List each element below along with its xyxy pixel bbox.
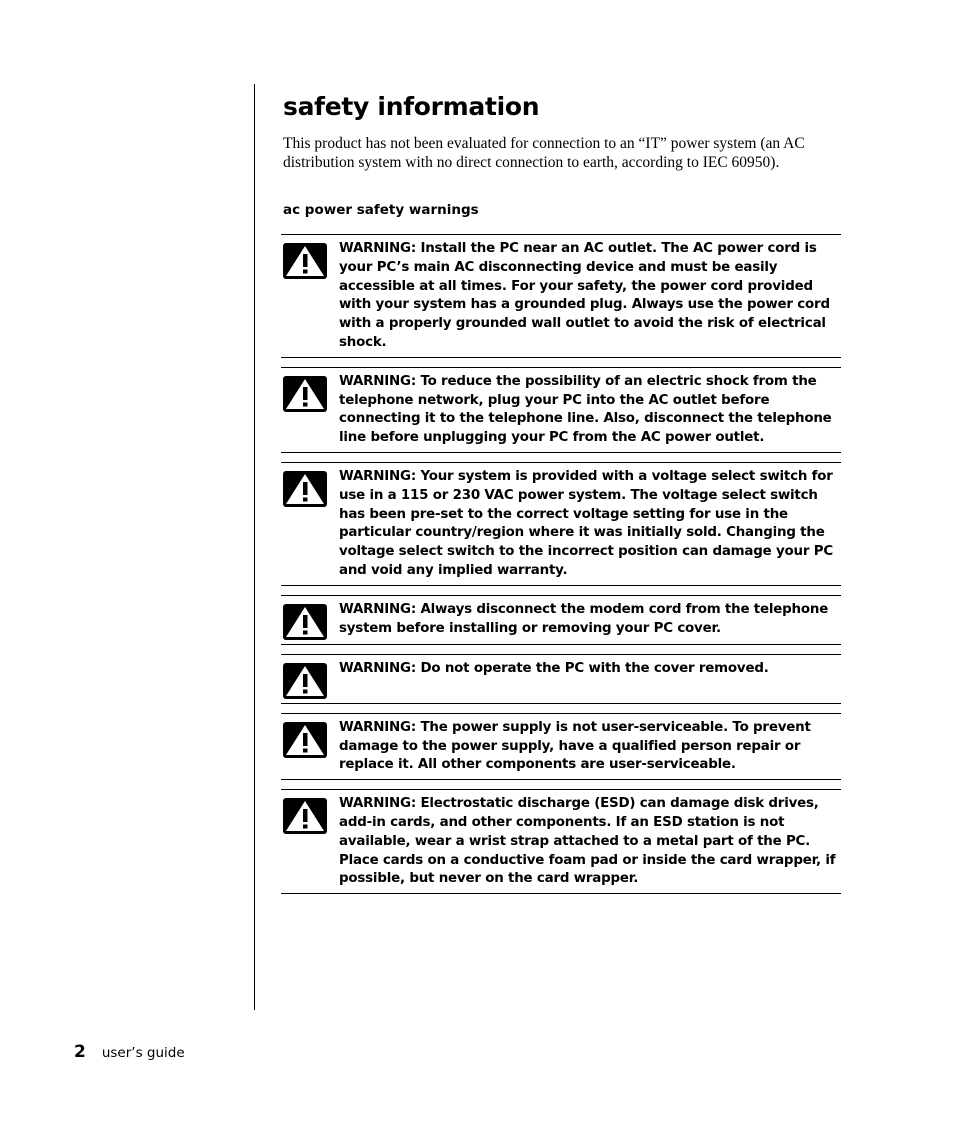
warning-item: [281, 462, 841, 586]
warning-triangle-icon: [283, 243, 327, 279]
warning-text: WARNING: Install the PC near an AC outlet. The AC power cord is your PC’s main AC disconnecting device and must be easily accessible at all times. For your safety, the power cord provided with your system has a grounded plug. Always use the power cord with a properly grounded wall outlet to avoid the risk of electrical shock.: [339, 241, 830, 350]
page-footer: [74, 1042, 185, 1062]
warning-text: WARNING: To reduce the possibility of an electric shock from the telephone network, plug your PC into the AC outlet before connecting it to the telephone line. Also, disconnect the telephone line before unplugging your PC from the AC power outlet.: [339, 373, 832, 446]
warning-triangle-icon: [283, 663, 327, 699]
page-content: [283, 88, 841, 887]
warning-triangle-icon: [283, 798, 327, 834]
footer-label: user’s guide: [101, 1045, 185, 1061]
warning-item: [281, 713, 841, 780]
margin-rule: [254, 84, 255, 1010]
section-heading: ac power safety warnings: [283, 202, 479, 218]
page-number: 2: [74, 1042, 86, 1062]
warning-item: [281, 234, 841, 358]
warning-item: [281, 654, 841, 704]
warning-text: WARNING: Do not operate the PC with the cover removed.: [339, 660, 769, 676]
warning-item: [281, 595, 841, 645]
warning-item: [281, 789, 841, 894]
warning-item: [281, 367, 841, 453]
warning-text: WARNING: Electrostatic discharge (ESD) can damage disk drives, add-in cards, and other components. If an ESD station is not available, wear a wrist strap attached to a metal part of the PC. Place cards on a conductive foam pad or inside the card wrapper, if possible, but never on the card wrapper.: [339, 796, 836, 887]
warnings-list: [281, 234, 841, 903]
warning-triangle-icon: [283, 376, 327, 412]
intro-paragraph: This product has not been evaluated for connection to an “IT” power system (an AC distribution system with no direct connection to earth, according to IEC 60950).: [283, 135, 805, 171]
warning-text: WARNING: Your system is provided with a voltage select switch for use in a 115 or 230 VAC power system. The voltage select switch has been pre-set to the correct voltage setting for use in the particular country/region where it was initially sold. Changing the voltage select switch to the incorrect position can damage your PC and void any implied warranty.: [339, 468, 833, 578]
page-title: safety information: [283, 92, 540, 121]
warning-triangle-icon: [283, 722, 327, 758]
warning-text: WARNING: The power supply is not user-serviceable. To prevent damage to the power supply, have a qualified person repair or replace it. All other components are user-serviceable.: [339, 719, 811, 773]
warning-triangle-icon: [283, 604, 327, 640]
warning-text: WARNING: Always disconnect the modem cord from the telephone system before installing or removing your PC cover.: [339, 601, 829, 636]
warning-triangle-icon: [283, 471, 327, 507]
